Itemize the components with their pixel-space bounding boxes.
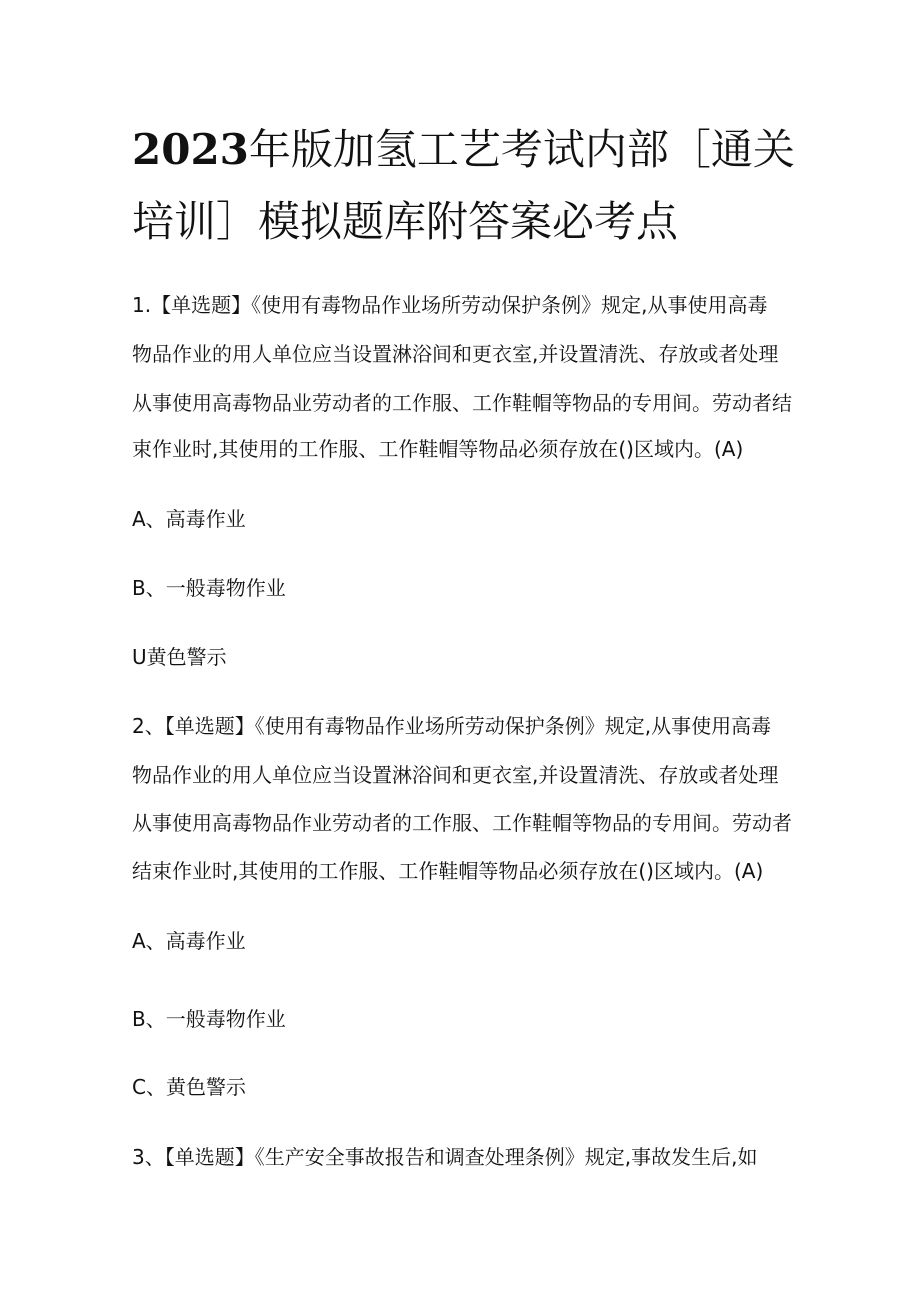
question-2-line-3: 从事使用高毒物品作业劳动者的工作服、工作鞋帽等物品的专用间。劳动者 <box>132 811 792 835</box>
question-1-option-b: B、一般毒物作业 <box>132 576 286 600</box>
title-year: 2023 <box>132 125 249 174</box>
question-1-line-3: 从事使用高毒物品业劳动者的工作服、工作鞋帽等物品的专用间。劳动者结 <box>132 391 792 415</box>
question-1-line-1: 1.【单选题】《使用有毒物品作业场所劳动保护条例》规定,从事使用高毒 <box>132 293 768 317</box>
question-1-option-c: U黄色警示 <box>132 645 227 669</box>
question-2-option-b: B、一般毒物作业 <box>132 1007 286 1031</box>
question-2-line-2: 物品作业的用人单位应当设置淋浴间和更衣室,并设置清洗、存放或者处理 <box>132 763 779 787</box>
document-title-line-2: 培训］模拟题库附答案必考点 <box>132 197 679 246</box>
question-2-option-a: A、高毒作业 <box>132 929 246 953</box>
document-title-line-1 <box>132 125 795 174</box>
title-text: 年版加氢工艺考试内部［通关 <box>248 125 795 174</box>
question-1-line-2: 物品作业的用人单位应当设置淋浴间和更衣室,并设置清洗、存放或者处理 <box>132 342 779 366</box>
question-3-line-1: 3、【单选题】《生产安全事故报告和调查处理条例》规定,事故发生后,如 <box>132 1145 758 1169</box>
question-1-option-a: A、高毒作业 <box>132 507 246 531</box>
question-2-line-4: 结束作业时,其使用的工作服、工作鞋帽等物品必须存放在()区域内。(A) <box>132 859 764 883</box>
question-1-line-4: 束作业时,其使用的工作服、工作鞋帽等物品必须存放在()区域内。(A) <box>132 437 744 461</box>
question-2-option-c: C、黄色警示 <box>132 1075 246 1099</box>
question-2-line-1: 2、【单选题】《使用有毒物品作业场所劳动保护条例》规定,从事使用高毒 <box>132 714 772 738</box>
